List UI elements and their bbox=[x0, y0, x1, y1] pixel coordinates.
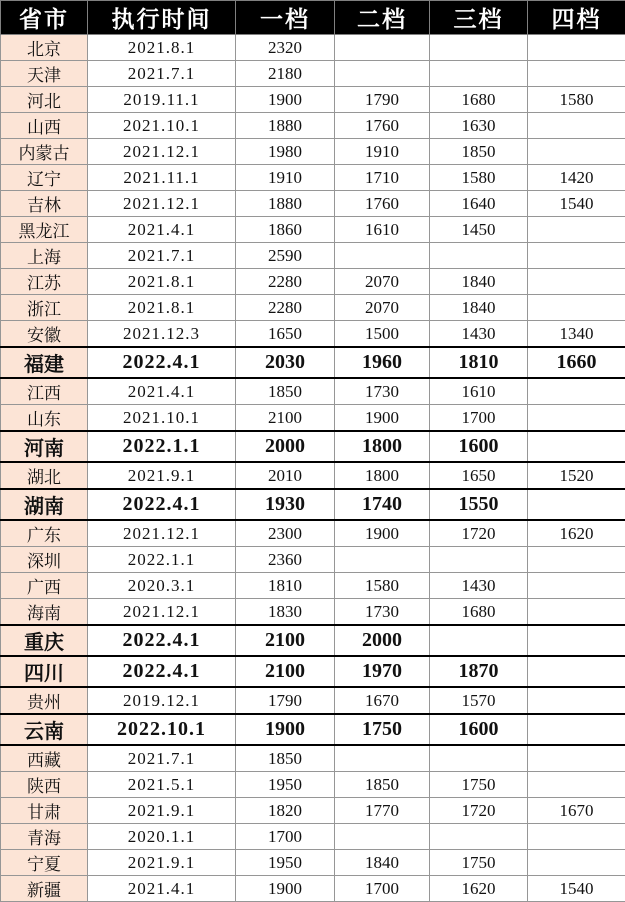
tier1-cell: 1950 bbox=[236, 850, 335, 876]
tier2-cell bbox=[335, 61, 430, 87]
tier2-cell: 1850 bbox=[335, 772, 430, 798]
table-row bbox=[1, 35, 625, 61]
tier3-cell: 1600 bbox=[430, 714, 528, 745]
tier2-cell bbox=[335, 243, 430, 269]
province-cell: 湖南 bbox=[1, 489, 88, 520]
tier2-cell: 1500 bbox=[335, 321, 430, 348]
table-row bbox=[1, 191, 625, 217]
tier3-cell: 1840 bbox=[430, 295, 528, 321]
table-row bbox=[1, 113, 625, 139]
table-row bbox=[1, 347, 625, 378]
tier2-cell: 1760 bbox=[335, 113, 430, 139]
tier2-cell: 1610 bbox=[335, 217, 430, 243]
table-row bbox=[1, 321, 625, 348]
tier3-cell bbox=[430, 625, 528, 656]
table-header bbox=[1, 1, 625, 35]
tier1-cell: 2100 bbox=[236, 405, 335, 432]
date-cell: 2022.1.1 bbox=[88, 431, 236, 462]
tier1-cell: 1900 bbox=[236, 714, 335, 745]
tier2-cell: 2000 bbox=[335, 625, 430, 656]
tier4-cell bbox=[528, 573, 625, 599]
header-tier2: 二档 bbox=[335, 1, 430, 35]
tier3-cell: 1650 bbox=[430, 462, 528, 489]
tier1-cell: 1810 bbox=[236, 573, 335, 599]
table-row bbox=[1, 405, 625, 432]
tier3-cell: 1570 bbox=[430, 687, 528, 714]
date-cell: 2022.4.1 bbox=[88, 625, 236, 656]
table-row bbox=[1, 876, 625, 902]
tier2-cell: 1800 bbox=[335, 431, 430, 462]
tier2-cell: 1800 bbox=[335, 462, 430, 489]
tier1-cell: 1850 bbox=[236, 378, 335, 405]
province-cell: 湖北 bbox=[1, 462, 88, 489]
header-tier3: 三档 bbox=[430, 1, 528, 35]
date-cell: 2021.7.1 bbox=[88, 61, 236, 87]
tier1-cell: 2590 bbox=[236, 243, 335, 269]
tier3-cell: 1550 bbox=[430, 489, 528, 520]
header-row bbox=[1, 1, 625, 35]
header-tier4: 四档 bbox=[528, 1, 625, 35]
table-row bbox=[1, 243, 625, 269]
province-cell: 新疆 bbox=[1, 876, 88, 902]
province-cell: 四川 bbox=[1, 656, 88, 687]
date-cell: 2021.8.1 bbox=[88, 35, 236, 61]
table-row bbox=[1, 547, 625, 573]
date-cell: 2021.12.1 bbox=[88, 191, 236, 217]
date-cell: 2021.10.1 bbox=[88, 405, 236, 432]
province-cell: 甘肃 bbox=[1, 798, 88, 824]
province-cell: 浙江 bbox=[1, 295, 88, 321]
tier4-cell bbox=[528, 714, 625, 745]
province-cell: 青海 bbox=[1, 824, 88, 850]
province-cell: 宁夏 bbox=[1, 850, 88, 876]
province-cell: 海南 bbox=[1, 599, 88, 626]
province-cell: 内蒙古 bbox=[1, 139, 88, 165]
table-row bbox=[1, 165, 625, 191]
tier1-cell: 2360 bbox=[236, 547, 335, 573]
tier3-cell: 1580 bbox=[430, 165, 528, 191]
tier4-cell bbox=[528, 547, 625, 573]
table-row bbox=[1, 599, 625, 626]
province-cell: 河南 bbox=[1, 431, 88, 462]
tier3-cell: 1600 bbox=[430, 431, 528, 462]
date-cell: 2022.1.1 bbox=[88, 547, 236, 573]
tier2-cell: 2070 bbox=[335, 295, 430, 321]
province-cell: 江苏 bbox=[1, 269, 88, 295]
tier1-cell: 2010 bbox=[236, 462, 335, 489]
tier3-cell: 1750 bbox=[430, 850, 528, 876]
date-cell: 2021.8.1 bbox=[88, 269, 236, 295]
tier4-cell bbox=[528, 772, 625, 798]
date-cell: 2021.7.1 bbox=[88, 243, 236, 269]
province-cell: 山西 bbox=[1, 113, 88, 139]
table-row bbox=[1, 714, 625, 745]
header-province: 省市 bbox=[1, 1, 88, 35]
tier1-cell: 1930 bbox=[236, 489, 335, 520]
tier3-cell: 1640 bbox=[430, 191, 528, 217]
tier4-cell bbox=[528, 656, 625, 687]
table-row bbox=[1, 269, 625, 295]
tier4-cell: 1540 bbox=[528, 191, 625, 217]
table-row bbox=[1, 625, 625, 656]
tier2-cell bbox=[335, 547, 430, 573]
tier3-cell bbox=[430, 61, 528, 87]
tier2-cell: 1730 bbox=[335, 599, 430, 626]
tier1-cell: 1900 bbox=[236, 876, 335, 902]
date-cell: 2022.10.1 bbox=[88, 714, 236, 745]
tier2-cell: 1790 bbox=[335, 87, 430, 113]
tier4-cell bbox=[528, 625, 625, 656]
date-cell: 2021.12.3 bbox=[88, 321, 236, 348]
tier1-cell: 2280 bbox=[236, 295, 335, 321]
table-row bbox=[1, 431, 625, 462]
table-row bbox=[1, 687, 625, 714]
tier3-cell bbox=[430, 547, 528, 573]
tier2-cell: 1840 bbox=[335, 850, 430, 876]
tier3-cell bbox=[430, 243, 528, 269]
tier4-cell bbox=[528, 824, 625, 850]
tier3-cell: 1620 bbox=[430, 876, 528, 902]
province-cell: 安徽 bbox=[1, 321, 88, 348]
date-cell: 2021.11.1 bbox=[88, 165, 236, 191]
tier2-cell: 1910 bbox=[335, 139, 430, 165]
date-cell: 2021.9.1 bbox=[88, 798, 236, 824]
province-cell: 北京 bbox=[1, 35, 88, 61]
date-cell: 2019.11.1 bbox=[88, 87, 236, 113]
tier4-cell bbox=[528, 243, 625, 269]
tier1-cell: 2000 bbox=[236, 431, 335, 462]
tier1-cell: 1860 bbox=[236, 217, 335, 243]
tier4-cell bbox=[528, 745, 625, 772]
province-cell: 黑龙江 bbox=[1, 217, 88, 243]
tier4-cell bbox=[528, 269, 625, 295]
tier4-cell bbox=[528, 489, 625, 520]
province-cell: 天津 bbox=[1, 61, 88, 87]
header-date: 执行时间 bbox=[88, 1, 236, 35]
tier3-cell: 1870 bbox=[430, 656, 528, 687]
tier3-cell: 1720 bbox=[430, 520, 528, 547]
province-cell: 深圳 bbox=[1, 547, 88, 573]
tier3-cell bbox=[430, 35, 528, 61]
date-cell: 2021.5.1 bbox=[88, 772, 236, 798]
tier3-cell: 1430 bbox=[430, 573, 528, 599]
date-cell: 2020.1.1 bbox=[88, 824, 236, 850]
tier2-cell: 1760 bbox=[335, 191, 430, 217]
tier3-cell: 1610 bbox=[430, 378, 528, 405]
date-cell: 2021.12.1 bbox=[88, 599, 236, 626]
table-row bbox=[1, 295, 625, 321]
tier1-cell: 2280 bbox=[236, 269, 335, 295]
tier3-cell: 1450 bbox=[430, 217, 528, 243]
province-cell: 广东 bbox=[1, 520, 88, 547]
tier4-cell bbox=[528, 599, 625, 626]
table-row bbox=[1, 61, 625, 87]
tier1-cell: 2300 bbox=[236, 520, 335, 547]
tier4-cell bbox=[528, 405, 625, 432]
tier1-cell: 1700 bbox=[236, 824, 335, 850]
tier3-cell: 1680 bbox=[430, 599, 528, 626]
tier1-cell: 2320 bbox=[236, 35, 335, 61]
date-cell: 2021.4.1 bbox=[88, 378, 236, 405]
tier4-cell: 1580 bbox=[528, 87, 625, 113]
tier1-cell: 1820 bbox=[236, 798, 335, 824]
table-row bbox=[1, 462, 625, 489]
table-row bbox=[1, 139, 625, 165]
date-cell: 2022.4.1 bbox=[88, 347, 236, 378]
table-body bbox=[1, 35, 625, 902]
tier1-cell: 1950 bbox=[236, 772, 335, 798]
date-cell: 2021.10.1 bbox=[88, 113, 236, 139]
province-cell: 吉林 bbox=[1, 191, 88, 217]
tier1-cell: 1850 bbox=[236, 745, 335, 772]
tier1-cell: 2100 bbox=[236, 625, 335, 656]
table-row bbox=[1, 489, 625, 520]
table-row bbox=[1, 656, 625, 687]
date-cell: 2021.4.1 bbox=[88, 876, 236, 902]
tier3-cell: 1750 bbox=[430, 772, 528, 798]
tier4-cell: 1520 bbox=[528, 462, 625, 489]
tier1-cell: 2030 bbox=[236, 347, 335, 378]
tier2-cell: 1750 bbox=[335, 714, 430, 745]
province-cell: 上海 bbox=[1, 243, 88, 269]
tier4-cell: 1660 bbox=[528, 347, 625, 378]
date-cell: 2021.9.1 bbox=[88, 850, 236, 876]
province-cell: 西藏 bbox=[1, 745, 88, 772]
tier3-cell bbox=[430, 745, 528, 772]
tier4-cell: 1620 bbox=[528, 520, 625, 547]
table-row bbox=[1, 824, 625, 850]
table-row bbox=[1, 520, 625, 547]
tier4-cell: 1670 bbox=[528, 798, 625, 824]
tier2-cell: 1900 bbox=[335, 405, 430, 432]
tier4-cell bbox=[528, 217, 625, 243]
tier2-cell: 1730 bbox=[335, 378, 430, 405]
table-row bbox=[1, 378, 625, 405]
tier1-cell: 1910 bbox=[236, 165, 335, 191]
tier1-cell: 1900 bbox=[236, 87, 335, 113]
table-row bbox=[1, 798, 625, 824]
tier4-cell bbox=[528, 35, 625, 61]
tier2-cell bbox=[335, 745, 430, 772]
tier3-cell bbox=[430, 824, 528, 850]
tier4-cell: 1540 bbox=[528, 876, 625, 902]
header-tier1: 一档 bbox=[236, 1, 335, 35]
tier2-cell: 1900 bbox=[335, 520, 430, 547]
province-cell: 云南 bbox=[1, 714, 88, 745]
tier2-cell: 1740 bbox=[335, 489, 430, 520]
tier4-cell bbox=[528, 850, 625, 876]
province-cell: 山东 bbox=[1, 405, 88, 432]
tier2-cell bbox=[335, 35, 430, 61]
tier2-cell: 1960 bbox=[335, 347, 430, 378]
tier2-cell: 1700 bbox=[335, 876, 430, 902]
province-cell: 广西 bbox=[1, 573, 88, 599]
tier4-cell bbox=[528, 295, 625, 321]
table-row bbox=[1, 772, 625, 798]
tier1-cell: 1790 bbox=[236, 687, 335, 714]
tier4-cell: 1420 bbox=[528, 165, 625, 191]
date-cell: 2022.4.1 bbox=[88, 656, 236, 687]
province-cell: 河北 bbox=[1, 87, 88, 113]
tier3-cell: 1430 bbox=[430, 321, 528, 348]
tier1-cell: 1880 bbox=[236, 191, 335, 217]
tier3-cell: 1720 bbox=[430, 798, 528, 824]
tier2-cell bbox=[335, 824, 430, 850]
date-cell: 2021.7.1 bbox=[88, 745, 236, 772]
tier1-cell: 1980 bbox=[236, 139, 335, 165]
tier4-cell bbox=[528, 687, 625, 714]
tier1-cell: 2180 bbox=[236, 61, 335, 87]
tier4-cell: 1340 bbox=[528, 321, 625, 348]
province-cell: 辽宁 bbox=[1, 165, 88, 191]
tier3-cell: 1850 bbox=[430, 139, 528, 165]
province-cell: 江西 bbox=[1, 378, 88, 405]
tier3-cell: 1680 bbox=[430, 87, 528, 113]
province-cell: 重庆 bbox=[1, 625, 88, 656]
date-cell: 2022.4.1 bbox=[88, 489, 236, 520]
tier2-cell: 1770 bbox=[335, 798, 430, 824]
table-row bbox=[1, 217, 625, 243]
province-cell: 陕西 bbox=[1, 772, 88, 798]
tier3-cell: 1810 bbox=[430, 347, 528, 378]
date-cell: 2020.3.1 bbox=[88, 573, 236, 599]
tier2-cell: 1970 bbox=[335, 656, 430, 687]
tier4-cell bbox=[528, 113, 625, 139]
date-cell: 2021.12.1 bbox=[88, 139, 236, 165]
table-row bbox=[1, 745, 625, 772]
tier1-cell: 2100 bbox=[236, 656, 335, 687]
tier3-cell: 1630 bbox=[430, 113, 528, 139]
tier1-cell: 1880 bbox=[236, 113, 335, 139]
table-row bbox=[1, 573, 625, 599]
tier1-cell: 1650 bbox=[236, 321, 335, 348]
date-cell: 2021.4.1 bbox=[88, 217, 236, 243]
tier2-cell: 1580 bbox=[335, 573, 430, 599]
tier4-cell bbox=[528, 378, 625, 405]
province-cell: 贵州 bbox=[1, 687, 88, 714]
date-cell: 2019.12.1 bbox=[88, 687, 236, 714]
tier4-cell bbox=[528, 61, 625, 87]
date-cell: 2021.12.1 bbox=[88, 520, 236, 547]
tier1-cell: 1830 bbox=[236, 599, 335, 626]
tier2-cell: 1710 bbox=[335, 165, 430, 191]
date-cell: 2021.9.1 bbox=[88, 462, 236, 489]
tier2-cell: 1670 bbox=[335, 687, 430, 714]
tier2-cell: 2070 bbox=[335, 269, 430, 295]
table-row bbox=[1, 850, 625, 876]
date-cell: 2021.8.1 bbox=[88, 295, 236, 321]
tier4-cell bbox=[528, 139, 625, 165]
tier3-cell: 1700 bbox=[430, 405, 528, 432]
tier4-cell bbox=[528, 431, 625, 462]
province-cell: 福建 bbox=[1, 347, 88, 378]
table-row bbox=[1, 87, 625, 113]
tier3-cell: 1840 bbox=[430, 269, 528, 295]
